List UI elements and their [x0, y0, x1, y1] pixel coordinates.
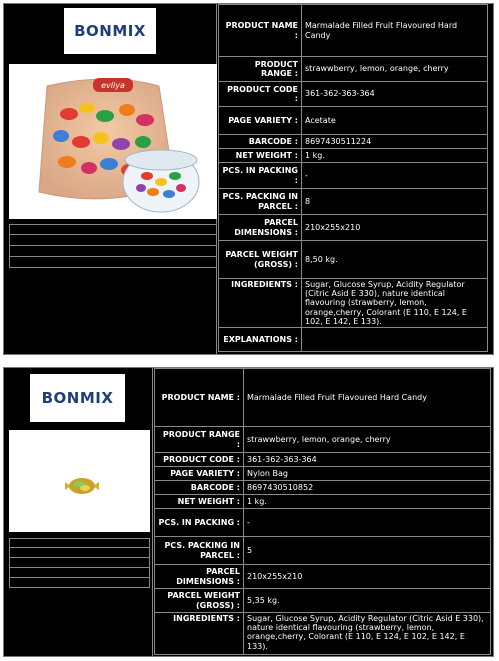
product-range-label: PRODUCT RANGE : [219, 57, 302, 82]
net-weight-value: 1 kg. [244, 495, 491, 509]
product-sheet-acetate [3, 3, 494, 355]
product-name-value: Marmalade Filled Fruit Flavoured Hard Candy [244, 369, 491, 427]
page-variety-value: Acetate [302, 107, 488, 135]
product-name-label: PRODUCT NAME : [219, 5, 302, 57]
single-candy-image [9, 430, 150, 532]
explanations-value [302, 327, 488, 351]
barcode-value: 8697430511224 [302, 135, 488, 149]
product-code-label: PRODUCT CODE : [155, 453, 244, 467]
ingredients-label: INGREDIENTS : [155, 613, 244, 655]
pcs-in-packing-value: - [244, 509, 491, 537]
brand-logo: BONMIX [41, 389, 114, 407]
explanations-label: EXPLANATIONS : [219, 327, 302, 351]
pcs-in-packing-label: PCS. IN PACKING : [155, 509, 244, 537]
sheet-left-column [4, 368, 153, 656]
pcs-packing-parcel-value: 5 [244, 537, 491, 565]
package-brand-text: evliya [101, 81, 125, 90]
page-variety-label: PAGE VARIETY : [219, 107, 302, 135]
pcs-packing-parcel-value: 8 [302, 189, 488, 215]
candy-package-image [9, 64, 217, 219]
ingredients-value: Sugar, Glucose Syrup, Acidity Regulator (Citric Asid E 330), nature identical flavouring (strawberry, lemon, orange,cherry, Colorant (E 110, E 124, E 102, E 142, E 133). [302, 279, 488, 328]
brand-logo: BONMIX [74, 22, 146, 40]
product-photo [9, 64, 217, 219]
parcel-dimensions-value: 210x255x210 [302, 215, 488, 241]
parcel-weight-value: 5,35 kg. [244, 589, 491, 613]
parcel-dimensions-label: PARCEL DIMENSIONS : [155, 565, 244, 589]
barcode-value: 8697430510852 [244, 481, 491, 495]
product-range-label: PRODUCT RANGE : [155, 427, 244, 453]
page-variety-label: PAGE VARIETY : [155, 467, 244, 481]
ingredients-label: INGREDIENTS : [219, 279, 302, 328]
brand-logo-box [64, 8, 156, 54]
product-code-value: 361-362-363-364 [244, 453, 491, 467]
pcs-in-packing-label: PCS. IN PACKING : [219, 163, 302, 189]
pcs-packing-parcel-label: PCS. PACKING IN PARCEL : [219, 189, 302, 215]
barcode-label: BARCODE : [219, 135, 302, 149]
net-weight-label: NET WEIGHT : [219, 149, 302, 163]
product-sheet-nylon-bag [3, 367, 494, 657]
product-code-label: PRODUCT CODE : [219, 82, 302, 107]
pcs-packing-parcel-label: PCS. PACKING IN PARCEL : [155, 537, 244, 565]
empty-rows-block [9, 538, 150, 588]
product-range-value: strawwberry, lemon, orange, cherry [244, 427, 491, 453]
parcel-dimensions-value: 210x255x210 [244, 565, 491, 589]
sheet-left-column [4, 4, 217, 354]
specification-table [218, 4, 488, 352]
product-name-value: Marmalade Filled Fruit Flavoured Hard Candy [302, 5, 488, 57]
net-weight-value: 1 kg. [302, 149, 488, 163]
product-name-label: PRODUCT NAME : [155, 369, 244, 427]
barcode-label: BARCODE : [155, 481, 244, 495]
product-photo [9, 430, 150, 532]
ingredients-value: Sugar, Glucose Syrup, Acidity Regulator (Citric Asid E 330), nature identical flavouring (strawberry, lemon, orange,cherry, Colorant (E 110, E 124, E 102, E 142, E 133). [244, 613, 491, 655]
specification-table [154, 368, 491, 655]
parcel-weight-value: 8,50 kg. [302, 241, 488, 279]
empty-rows-block [9, 224, 217, 268]
net-weight-label: NET WEIGHT : [155, 495, 244, 509]
pcs-in-packing-value: - [302, 163, 488, 189]
page-variety-value: Nylon Bag [244, 467, 491, 481]
brand-logo-box [30, 374, 125, 422]
product-code-value: 361-362-363-364 [302, 82, 488, 107]
parcel-weight-label: PARCEL WEIGHT (GROSS) : [155, 589, 244, 613]
parcel-weight-label: PARCEL WEIGHT (GROSS) : [219, 241, 302, 279]
parcel-dimensions-label: PARCEL DIMENSIONS : [219, 215, 302, 241]
product-range-value: strawwberry, lemon, orange, cherry [302, 57, 488, 82]
